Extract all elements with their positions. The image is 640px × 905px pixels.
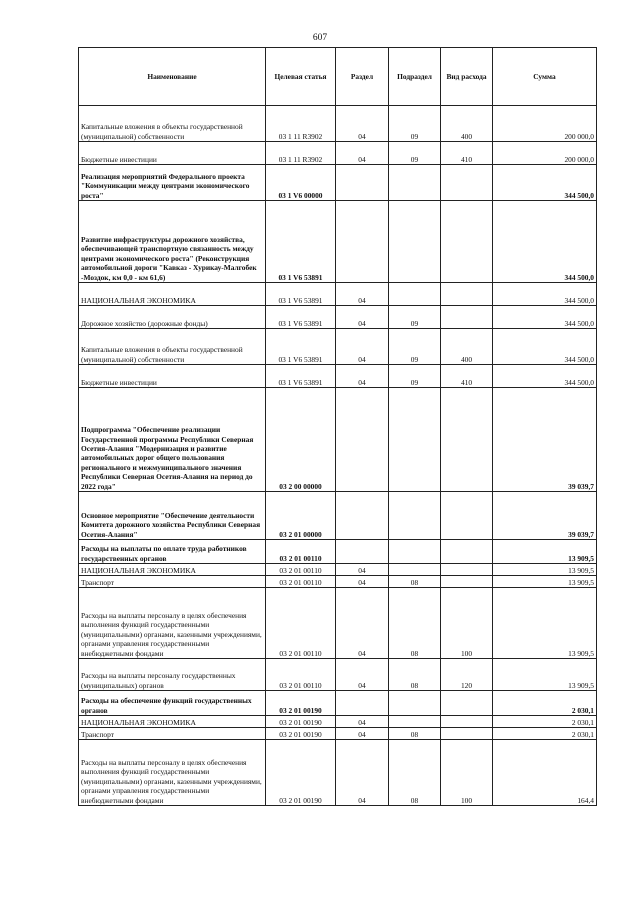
cell-expense: [441, 564, 493, 576]
table-row: [79, 106, 597, 142]
header-name: Наименование: [79, 48, 266, 106]
cell-subsection: 08: [389, 588, 441, 659]
cell-name: НАЦИОНАЛЬНАЯ ЭКОНОМИКА: [79, 716, 266, 728]
cell-subsection: 08: [389, 659, 441, 691]
cell-expense: [441, 716, 493, 728]
cell-expense: [441, 728, 493, 740]
cell-target: 03 2 01 00110: [266, 588, 336, 659]
cell-sum: 13 909,5: [493, 540, 597, 564]
cell-subsection: 08: [389, 576, 441, 588]
cell-section: [336, 165, 389, 201]
table-row: [79, 691, 597, 716]
cell-sum: 2 030,1: [493, 716, 597, 728]
cell-sum: 2 030,1: [493, 728, 597, 740]
cell-target: 03 1 V6 53891: [266, 365, 336, 388]
table-row: [79, 659, 597, 691]
table-row: [79, 588, 597, 659]
table-row: [79, 564, 597, 576]
cell-name: Капитальные вложения в объекты государственной (муниципальной) собственности: [79, 329, 266, 365]
table-row: [79, 492, 597, 540]
cell-section: 04: [336, 106, 389, 142]
cell-name: Расходы на выплаты по оплате труда работников государственных органов: [79, 540, 266, 564]
table-row: [79, 540, 597, 564]
cell-sum: 13 909,5: [493, 576, 597, 588]
cell-subsection: 08: [389, 740, 441, 806]
cell-section: [336, 201, 389, 283]
cell-expense: 400: [441, 106, 493, 142]
cell-target: 03 1 V6 53891: [266, 283, 336, 306]
cell-subsection: [389, 283, 441, 306]
cell-section: 04: [336, 365, 389, 388]
cell-sum: 344 500,0: [493, 283, 597, 306]
table-row: [79, 388, 597, 492]
cell-target: 03 2 01 00190: [266, 716, 336, 728]
header-expense: Вид расхода: [441, 48, 493, 106]
cell-section: 04: [336, 659, 389, 691]
header-row: [79, 48, 597, 106]
cell-subsection: [389, 564, 441, 576]
cell-section: 04: [336, 728, 389, 740]
cell-sum: 344 500,0: [493, 165, 597, 201]
header-section: Раздел: [336, 48, 389, 106]
cell-section: 04: [336, 329, 389, 365]
header-target: Целевая статья: [266, 48, 336, 106]
table-row: [79, 142, 597, 165]
table-row: [79, 165, 597, 201]
cell-sum: 2 030,1: [493, 691, 597, 716]
cell-target: 03 2 01 00110: [266, 564, 336, 576]
cell-expense: [441, 165, 493, 201]
table-row: [79, 576, 597, 588]
cell-name: НАЦИОНАЛЬНАЯ ЭКОНОМИКА: [79, 564, 266, 576]
cell-subsection: 09: [389, 329, 441, 365]
cell-sum: 13 909,5: [493, 588, 597, 659]
cell-expense: 100: [441, 740, 493, 806]
cell-sum: 344 500,0: [493, 306, 597, 329]
cell-expense: [441, 283, 493, 306]
cell-target: 03 2 01 00110: [266, 576, 336, 588]
cell-section: 04: [336, 576, 389, 588]
cell-name: Транспорт: [79, 576, 266, 588]
cell-name: НАЦИОНАЛЬНАЯ ЭКОНОМИКА: [79, 283, 266, 306]
cell-subsection: 09: [389, 142, 441, 165]
cell-expense: 120: [441, 659, 493, 691]
cell-expense: [441, 388, 493, 492]
cell-subsection: 09: [389, 306, 441, 329]
cell-section: [336, 540, 389, 564]
cell-expense: [441, 306, 493, 329]
cell-target: 03 2 00 00000: [266, 388, 336, 492]
cell-section: [336, 388, 389, 492]
cell-expense: 100: [441, 588, 493, 659]
cell-name: Транспорт: [79, 728, 266, 740]
table-row: [79, 201, 597, 283]
cell-section: 04: [336, 564, 389, 576]
cell-sum: 344 500,0: [493, 329, 597, 365]
cell-expense: 410: [441, 365, 493, 388]
table-row: [79, 329, 597, 365]
cell-expense: [441, 691, 493, 716]
cell-section: 04: [336, 716, 389, 728]
cell-section: [336, 492, 389, 540]
cell-expense: [441, 576, 493, 588]
cell-subsection: 09: [389, 365, 441, 388]
cell-name: Расходы на обеспечение функций государственных органов: [79, 691, 266, 716]
cell-subsection: 09: [389, 106, 441, 142]
header-subsection: Подраздел: [389, 48, 441, 106]
cell-sum: 200 000,0: [493, 142, 597, 165]
cell-subsection: [389, 201, 441, 283]
table-row: [79, 306, 597, 329]
cell-target: 03 1 11 R3902: [266, 106, 336, 142]
cell-target: 03 1 11 R3902: [266, 142, 336, 165]
cell-subsection: [389, 691, 441, 716]
cell-target: 03 2 01 00190: [266, 691, 336, 716]
cell-target: 03 2 01 00190: [266, 728, 336, 740]
cell-expense: [441, 540, 493, 564]
cell-subsection: [389, 388, 441, 492]
cell-subsection: [389, 492, 441, 540]
cell-name: Дорожное хозяйство (дорожные фонды): [79, 306, 266, 329]
cell-sum: 164,4: [493, 740, 597, 806]
cell-name: Основное мероприятие "Обеспечение деятельности Комитета дорожного хозяйства Республики Северная Осетия-Алания": [79, 492, 266, 540]
page-number: 607: [312, 33, 328, 43]
table-row: [79, 728, 597, 740]
cell-section: 04: [336, 306, 389, 329]
cell-section: [336, 691, 389, 716]
cell-name: Расходы на выплаты персоналу в целях обеспечения выполнения функций государственными (муниципальными) органами, казенными учреждениями, органами управления государственными внебюджетными фондами: [79, 740, 266, 806]
cell-target: 03 2 01 00190: [266, 740, 336, 806]
cell-expense: [441, 201, 493, 283]
cell-section: 04: [336, 740, 389, 806]
cell-name: Капитальные вложения в объекты государственной (муниципальной) собственности: [79, 106, 266, 142]
cell-section: 04: [336, 588, 389, 659]
cell-sum: 344 500,0: [493, 201, 597, 283]
cell-sum: 39 039,7: [493, 388, 597, 492]
cell-subsection: 08: [389, 728, 441, 740]
table-row: [79, 365, 597, 388]
budget-table: [78, 47, 597, 806]
cell-name: Расходы на выплаты персоналу в целях обеспечения выполнения функций государственными (муниципальными) органами, казенными учреждениями, органами управления государственными внебюджетными фондами: [79, 588, 266, 659]
cell-section: 04: [336, 142, 389, 165]
cell-subsection: [389, 716, 441, 728]
cell-sum: 200 000,0: [493, 106, 597, 142]
cell-target: 03 2 01 00110: [266, 540, 336, 564]
cell-section: 04: [336, 283, 389, 306]
cell-name: Развитие инфраструктуры дорожного хозяйства, обеспечивающей транспортную связанность между центрами экономического роста" (Реконструкция автомобильной дороги "Кавказ - Хурикау-Малгобек -Моздок, км 0,0 - км 61,6): [79, 201, 266, 283]
cell-name: Бюджетные инвестиции: [79, 365, 266, 388]
cell-expense: 410: [441, 142, 493, 165]
table-row: [79, 716, 597, 728]
cell-target: 03 1 V6 53891: [266, 306, 336, 329]
cell-name: Расходы на выплаты персоналу государственных (муниципальных) органов: [79, 659, 266, 691]
cell-expense: 400: [441, 329, 493, 365]
header-sum: Сумма: [493, 48, 597, 106]
cell-target: 03 1 V6 53891: [266, 201, 336, 283]
cell-target: 03 1 V6 00000: [266, 165, 336, 201]
cell-target: 03 1 V6 53891: [266, 329, 336, 365]
cell-subsection: [389, 540, 441, 564]
cell-sum: 13 909,5: [493, 659, 597, 691]
cell-sum: 39 039,7: [493, 492, 597, 540]
cell-name: Подпрограмма "Обеспечение реализации Государственной программы Республики Северная Осетия-Алания "Модернизация и развитие автомобильных дорог общего пользования регионального и межмуниципального значения Республики Северная Осетия-Алания на период до 2022 года": [79, 388, 266, 492]
cell-name: Реализация мероприятий Федерального проекта "Коммуникации между центрами экономического роста": [79, 165, 266, 201]
table-row: [79, 283, 597, 306]
table-row: [79, 740, 597, 806]
cell-target: 03 2 01 00110: [266, 659, 336, 691]
cell-target: 03 2 01 00000: [266, 492, 336, 540]
cell-subsection: [389, 165, 441, 201]
cell-sum: 13 909,5: [493, 564, 597, 576]
cell-name: Бюджетные инвестиции: [79, 142, 266, 165]
cell-sum: 344 500,0: [493, 365, 597, 388]
cell-expense: [441, 492, 493, 540]
